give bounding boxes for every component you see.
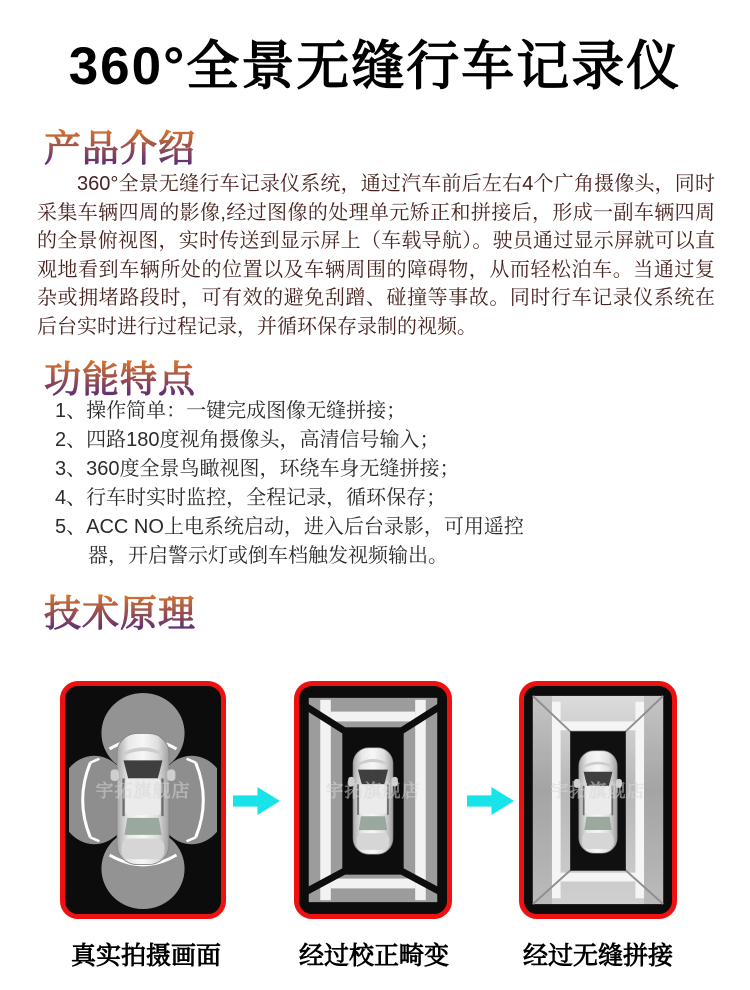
section-heading-features: 功能特点 xyxy=(44,349,196,403)
feature-item: 4、行车时实时监控，全程记录，循环保存； xyxy=(55,487,447,509)
stitched-scene xyxy=(528,690,668,910)
feature-item: 1、操作简单：一键完成图像无缝拼接； xyxy=(55,400,407,422)
page-title: 360°全景无缝行车记录仪 xyxy=(68,37,682,96)
car-top-view-graphic xyxy=(111,733,176,864)
section-heading-intro: 产品介绍 xyxy=(44,118,196,172)
feature-list xyxy=(55,397,535,571)
feature-item: 5、ACC NO上电系统启动，进入后台录影，可用遥控器，开启警示灯或倒车档触发视频输出。 xyxy=(55,516,524,567)
section-heading-principle: 技术原理 xyxy=(44,583,196,637)
watermark: 宇拓旗舰店 xyxy=(325,781,421,802)
car-top-view-graphic xyxy=(348,748,398,855)
corrected-scene xyxy=(303,690,443,910)
panel-corrected xyxy=(294,681,452,919)
feature-item: 2、四路180度视角摄像头，高清信号输入； xyxy=(55,429,440,451)
raw-capture-scene xyxy=(69,690,217,910)
panel-caption: 经过无缝拼接 xyxy=(522,942,673,970)
panel-caption: 真实拍摄画面 xyxy=(70,942,221,970)
watermark: 宇拓旗舰店 xyxy=(550,781,646,802)
panel-stitched xyxy=(519,681,677,919)
feature-item: 3、360度全景鸟瞰视图，环绕车身无缝拼接； xyxy=(55,458,460,480)
panel-caption: 经过校正畸变 xyxy=(298,942,449,970)
camera-zones-graphic xyxy=(69,690,217,910)
corrected-scene-wrap xyxy=(303,690,443,910)
watermark: 宇拓旗舰店 xyxy=(95,781,191,802)
arrow-right-icon xyxy=(233,787,280,815)
car-top-view-graphic xyxy=(574,751,622,853)
arrow-right-icon xyxy=(467,787,514,815)
stitched-scene-wrap xyxy=(528,690,668,910)
panel-real-capture xyxy=(60,681,226,919)
intro-paragraph: 360°全景无缝行车记录仪系统，通过汽车前后左右4个广角摄像头，同时采集车辆四周的影像,经过图像的处理单元矫正和拼接后，形成一副车辆四周的全景俯视图，实时传送到显示屏上（车载导航）。驶员通过显示屏就可以直观地看到车辆所处的位置以及车辆周围的障碍物，从而轻松泊车。当通过复杂或拥堵路段时，可有效的避免刮蹭、碰撞等事故。同时行车记录仪系统在后台实时进行过程记录，并循环保存录制的视频。 xyxy=(37,173,715,338)
